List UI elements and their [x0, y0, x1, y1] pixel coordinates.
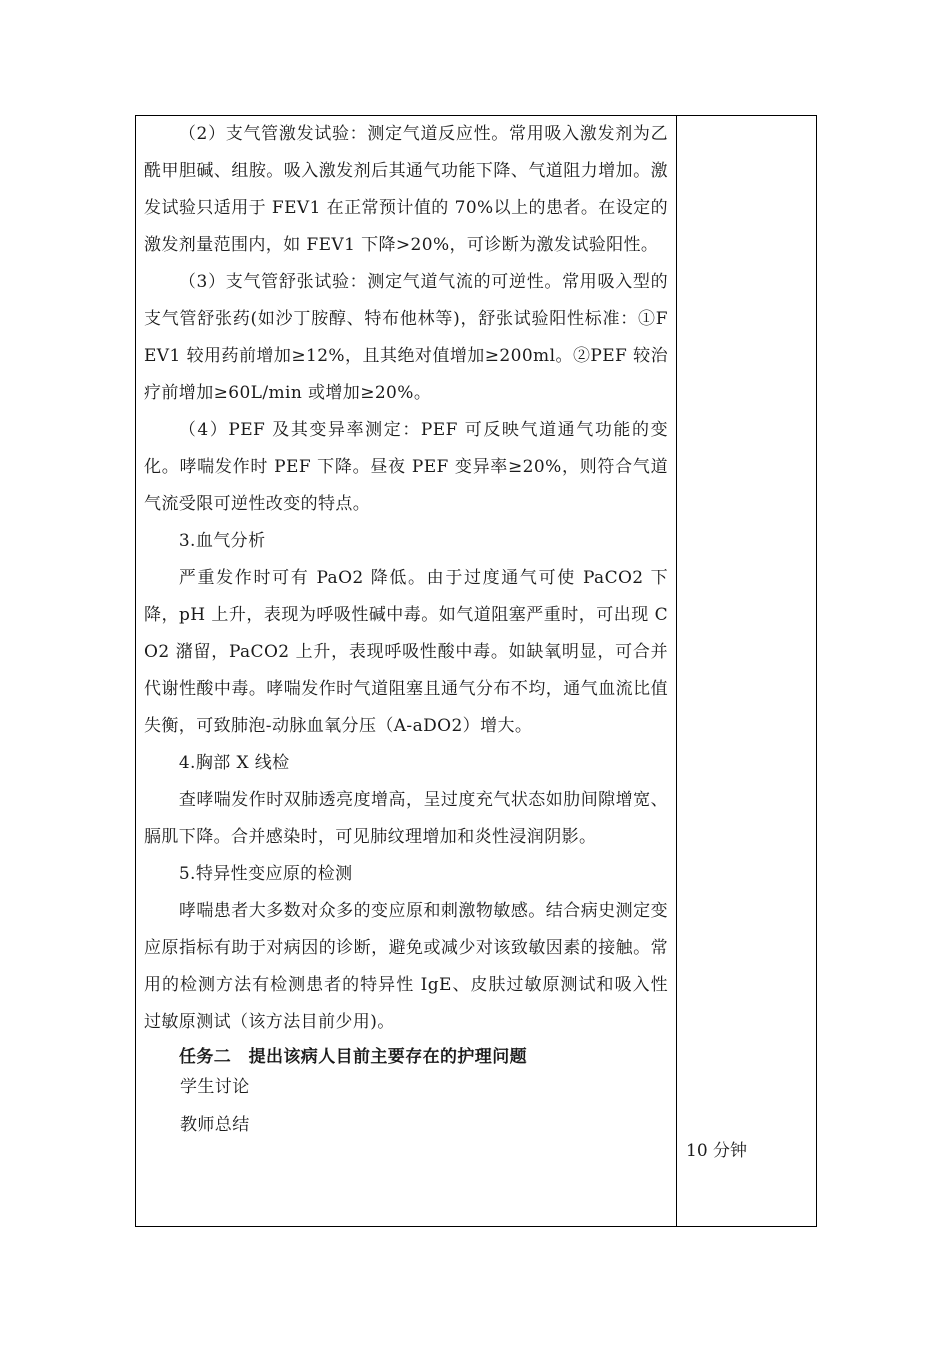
section-allergen-title: 5.特异性变应原的检测	[178, 864, 353, 884]
paragraph-allergen: 哮喘患者大多数对众多的变应原和刺激物敏感。结合病史测定变应原指标有助于对病因的诊断，避免或减少对该致敏因素的接触。常用的检测方法有检测患者的特异性 IgE、皮肤过敏原测试和吸入性过敏原测试（该方法目前少用)。	[144, 901, 668, 1032]
column-divider	[676, 115, 677, 1227]
paragraph-chest-xray: 查哮喘发作时双肺透亮度增高，呈过度充气状态如肋间隙增宽、膈肌下降。合并感染时，可见肺纹理增加和炎性浸润阴影。	[144, 790, 668, 847]
activity-teacher-summary: 教师总结	[180, 1115, 250, 1135]
task-heading: 任务二 提出该病人目前主要存在的护理问题	[179, 1047, 527, 1067]
content-cell	[144, 116, 668, 1144]
activity-student-discussion: 学生讨论	[180, 1077, 250, 1097]
paragraph-bronchodilation-test: （3）支气管舒张试验：测定气道气流的可逆性。常用吸入型的支气管舒张药(如沙丁胺醇、特布他林等)，舒张试验阳性标准：①FEV1 较用药前增加≥12%，且其绝对值增加≥200ml。②PEF 较治疗前增加≥60L/min 或增加≥20%。	[144, 272, 668, 403]
section-blood-gas-title: 3.血气分析	[178, 531, 266, 551]
time-allocation: 10 分钟	[686, 1141, 748, 1161]
paragraph-pef-variability: （4）PEF 及其变异率测定：PEF 可反映气道通气功能的变化。哮喘发作时 PEF 下降。昼夜 PEF 变异率≥20%，则符合气道气流受限可逆性改变的特点。	[144, 420, 668, 514]
section-chest-xray-title: 4.胸部 X 线检	[178, 753, 290, 773]
paragraph-blood-gas: 严重发作时可有 PaO2 降低。由于过度通气可使 PaCO2 下降，pH 上升，表现为呼吸性碱中毒。如气道阻塞严重时，可出现 CO2 潴留，PaCO2 上升，表现呼吸性酸中毒。如缺氧明显，可合并代谢性酸中毒。哮喘发作时气道阻塞且通气分布不均，通气血流比值失衡，可致肺泡-动脉血氧分压（A-aDO2）增大。	[144, 568, 668, 736]
paragraph-bronchial-provocation: （2）支气管激发试验：测定气道反应性。常用吸入激发剂为乙酰甲胆碱、组胺。吸入激发剂后其通气功能下降、气道阻力增加。激发试验只适用于 FEV1 在正常预计值的 70%以上的患者。在设定的激发剂量范围内，如 FEV1 下降>20%，可诊断为激发试验阳性。	[144, 124, 668, 255]
